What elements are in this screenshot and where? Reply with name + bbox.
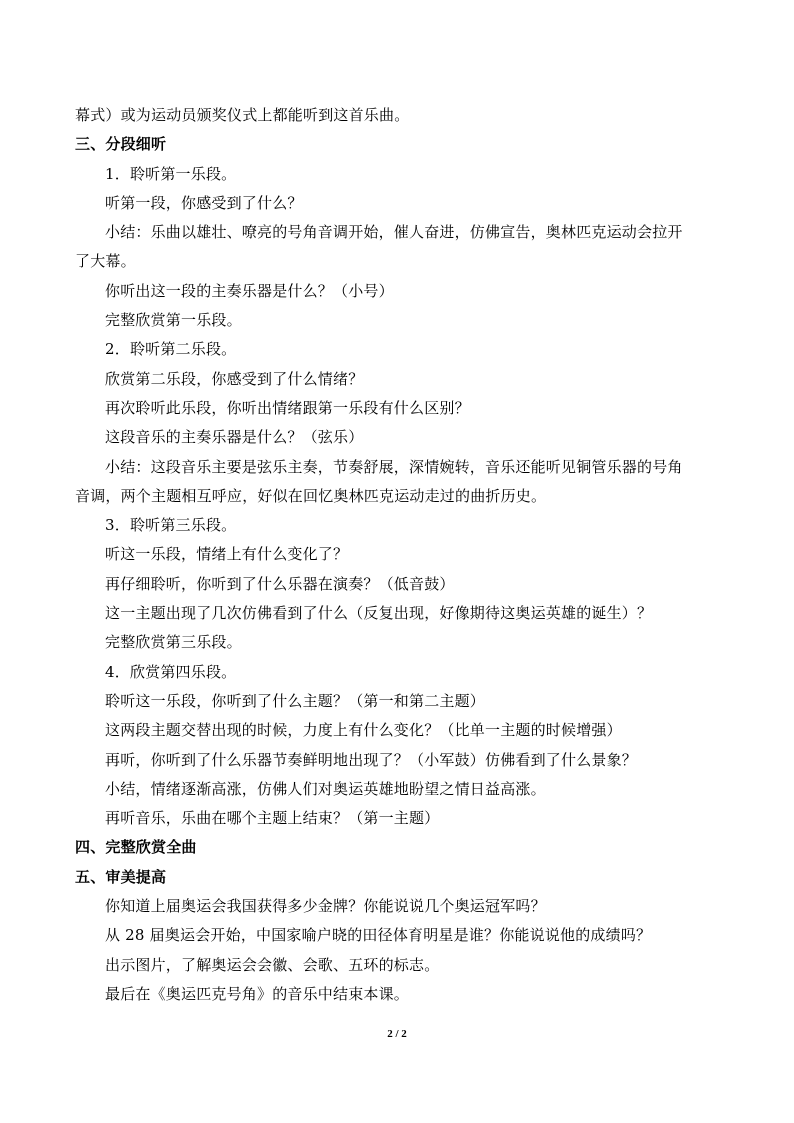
section-heading: 五、审美提高 [75,867,167,886]
document-body [75,101,725,1009]
paragraph-line: 这一主题出现了几次仿佛看到了什么（反复出现，好像期待这奥运英雄的诞生）？ [105,604,653,623]
section-heading: 四、完整欣赏全曲 [75,838,197,857]
paragraph-line: 小结，情绪逐渐高涨，仿佛人们对奥运英雄地盼望之情日益高涨。 [105,779,546,798]
paragraph-line: 幕式）或为运动员颁奖仪式上都能听到这首乐曲。 [75,106,410,124]
paragraph-line: 4．欣赏第四乐段。 [105,662,237,681]
paragraph-line: 出示图片，了解奥运会会徽、会歌、五环的标志。 [105,955,440,974]
section-heading: 三、分段细听 [75,135,167,154]
paragraph-line: 音调，两个主题相互呼应，好似在回忆奥林匹克运动走过的曲折历史。 [75,486,547,505]
paragraph-line: 2．聆听第二乐段。 [105,340,237,359]
paragraph-line: 完整欣赏第三乐段。 [105,633,242,652]
paragraph-line: 完整欣赏第一乐段。 [105,311,242,330]
paragraph-line: 小结：这段音乐主要是弦乐主奏，节奏舒展，深情婉转，音乐还能听见铜管乐器的号角 [105,457,683,476]
paragraph-line: 再听，你听到了什么乐器节奏鲜明地出现了？（小军鼓）仿佛看到了什么景象？ [105,750,638,769]
paragraph-line: 从 28 届奥运会开始，中国家喻户晓的田径体育明星是谁？你能说说他的成绩吗？ [105,926,652,945]
paragraph-line: 3．聆听第三乐段。 [105,516,237,535]
paragraph-line: 听这一乐段，情绪上有什么变化了？ [105,545,349,564]
paragraph-line: 再仔细聆听，你听到了什么乐器在演奏？（低音鼓） [105,574,455,593]
page-number: 2 / 2 [387,1028,407,1040]
paragraph-line: 听第一段，你感受到了什么？ [105,193,303,212]
paragraph-line: 聆听这一乐段，你听到了什么主题？（第一和第二主题） [105,691,486,710]
paragraph-line: 小结：乐曲以雄壮、嘹亮的号角音调开始，催人奋进，仿佛宣告，奥林匹克运动会拉开 [105,223,683,242]
paragraph-line: 了大幕。 [75,252,136,271]
paragraph-line: 你听出这一段的主奏乐器是什么？（小号） [105,281,394,300]
paragraph-line: 这两段主题交替出现的时候，力度上有什么变化？（比单一主题的时候增强） [105,721,622,740]
paragraph-line: 你知道上届奥运会我国获得多少金牌？你能说说几个奥运冠军吗？ [105,897,546,916]
paragraph-line: 再次聆听此乐段，你听出情绪跟第一乐段有什么区别？ [105,398,470,417]
paragraph-line: 最后在《奥运匹克号角》的音乐中结束本课。 [105,984,410,1003]
paragraph-line: 再听音乐，乐曲在哪个主题上结束？（第一主题） [105,809,440,828]
paragraph-line: 这段音乐的主奏乐器是什么？（弦乐） [105,428,364,447]
paragraph-line: 1．聆听第一乐段。 [105,164,237,183]
paragraph-line: 欣赏第二乐段，你感受到了什么情绪？ [105,369,364,388]
